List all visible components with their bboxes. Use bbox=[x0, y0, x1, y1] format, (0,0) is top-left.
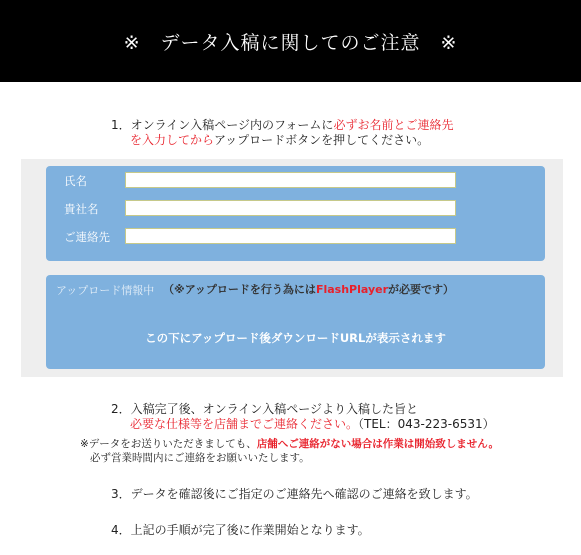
flash-requirement-note bbox=[163, 281, 454, 297]
company-label: 貴社名 bbox=[64, 202, 99, 216]
contact-form bbox=[46, 166, 545, 261]
warning-line-1 bbox=[80, 437, 499, 451]
upload-area[interactable] bbox=[46, 275, 545, 369]
step-1-line-1 bbox=[111, 118, 453, 133]
step-4-instruction: 4．上記の手順が完了後に作業開始となります。 bbox=[111, 523, 370, 537]
contact-label: ご連絡先 bbox=[64, 230, 110, 244]
step-2-highlight: 必要な仕様等を店舗までご連絡ください。 bbox=[130, 417, 359, 431]
step-2-line-2 bbox=[111, 417, 495, 432]
flash-note-suffix: が必要です） bbox=[388, 283, 454, 296]
step-1-line-2 bbox=[111, 133, 453, 148]
upload-status-label: アップロード情報中 bbox=[56, 284, 155, 297]
company-input[interactable] bbox=[125, 200, 456, 216]
contact-input[interactable] bbox=[125, 228, 456, 244]
warning-highlight: 店舗へご連絡がない場合は作業は開始致しません。 bbox=[256, 438, 499, 450]
step-1-highlight-2: を入力してから bbox=[130, 133, 215, 147]
step-1-highlight: 必ずお名前とご連絡先 bbox=[333, 118, 454, 132]
step-1-instruction bbox=[111, 118, 453, 148]
warning-note bbox=[80, 437, 499, 465]
page-title: ※ データ入稿に関してのご注意 ※ bbox=[123, 31, 458, 54]
page-header bbox=[0, 0, 581, 82]
step-1-text: 1．オンライン入稿ページ内のフォームに bbox=[111, 118, 334, 132]
flash-note-prefix: （※アップロードを行う為には bbox=[163, 283, 316, 296]
flash-note-highlight: FlashPlayer bbox=[315, 283, 388, 296]
warning-text: ※データをお送りいただきましても、 bbox=[80, 438, 257, 450]
name-input[interactable] bbox=[125, 172, 456, 188]
download-url-message: この下にアップロード後ダウンロードURLが表示されます bbox=[145, 331, 446, 345]
warning-line-2: 必ず営業時間内にご連絡をお願いいたします。 bbox=[90, 452, 310, 464]
name-label: 氏名 bbox=[64, 174, 87, 188]
step-2-line-1: 2．入稿完了後、オンライン入稿ページより入稿した旨と bbox=[111, 402, 419, 416]
phone-number: （TEL：043-223-6531） bbox=[358, 417, 495, 431]
step-2-instruction bbox=[111, 402, 495, 432]
step-3-instruction: 3．データを確認後にご指定のご連絡先へ確認のご連絡を致します。 bbox=[111, 487, 478, 501]
step-1-suffix: アップロードボタンを押してください。 bbox=[214, 133, 430, 147]
